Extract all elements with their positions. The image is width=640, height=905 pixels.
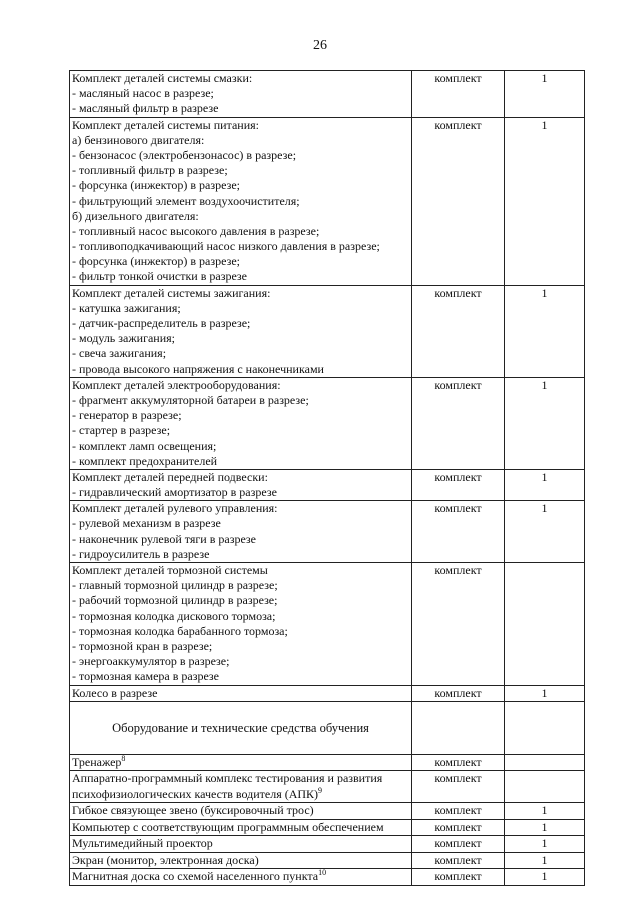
item-quantity-text: 1 bbox=[541, 285, 548, 300]
item-component: - бензонасос (электробензонасос) в разрезе; bbox=[72, 147, 297, 162]
equipment-row bbox=[70, 836, 585, 853]
item-unit-text: комплект bbox=[434, 836, 482, 851]
kit-row bbox=[70, 71, 585, 118]
item-quantity bbox=[505, 285, 585, 377]
page-number: 26 bbox=[313, 38, 327, 53]
item-title: Комплект деталей системы смазки: bbox=[72, 71, 253, 85]
item-title: Мультимедийный проектор bbox=[72, 836, 213, 851]
item-component: - главный тормозной цилиндр в разрезе; bbox=[72, 578, 278, 593]
item-unit bbox=[412, 117, 505, 285]
equipment-row bbox=[70, 803, 585, 820]
item-component: - гидравлический амортизатор в разрезе bbox=[72, 485, 277, 500]
item-quantity bbox=[505, 685, 585, 701]
item-quantity bbox=[505, 852, 585, 869]
kit-table-body bbox=[70, 71, 585, 702]
item-quantity bbox=[505, 836, 585, 853]
equipment-row bbox=[70, 852, 585, 869]
item-unit-text: комплект bbox=[434, 377, 482, 392]
item-title: Комплект деталей тормозной системы bbox=[72, 563, 268, 577]
item-name-cell bbox=[70, 754, 412, 771]
item-title: Компьютер с соответствующим программным обеспечением bbox=[72, 819, 384, 834]
item-quantity bbox=[505, 469, 585, 500]
item-unit bbox=[412, 771, 505, 803]
item-component: - провода высокого напряжения с наконечниками bbox=[72, 361, 324, 376]
item-unit-text: комплект bbox=[434, 771, 482, 786]
item-unit-text: комплект bbox=[434, 754, 482, 769]
item-component: - масляный фильтр в разрезе bbox=[72, 101, 219, 116]
item-title: Тренажер$^8$ bbox=[72, 754, 126, 769]
item-component: - гидроусилитель в разрезе bbox=[72, 546, 210, 561]
footnote-marker: 8 bbox=[121, 754, 126, 763]
item-unit-text: комплект bbox=[434, 869, 482, 884]
item-quantity-text bbox=[507, 563, 582, 578]
item-component: - рабочий тормозной цилиндр в разрезе; bbox=[72, 593, 278, 608]
kit-row bbox=[70, 469, 585, 500]
item-title: Экран (монитор, электронная доска) bbox=[72, 852, 259, 867]
item-component: - датчик-распределитель в разрезе; bbox=[72, 316, 251, 330]
item-unit bbox=[412, 377, 505, 469]
item-quantity bbox=[505, 771, 585, 803]
item-quantity bbox=[505, 869, 585, 886]
item-quantity-text: 1 bbox=[541, 71, 548, 85]
item-quantity bbox=[505, 117, 585, 285]
item-component: - форсунка (инжектор) в разрезе; bbox=[72, 178, 240, 193]
item-unit-text: комплект bbox=[434, 71, 482, 85]
item-unit bbox=[412, 803, 505, 820]
item-title: Колесо в разрезе bbox=[72, 685, 158, 700]
item-title: Комплект деталей рулевого управления: bbox=[72, 501, 278, 516]
item-unit bbox=[412, 819, 505, 836]
kit-row bbox=[70, 377, 585, 469]
item-title: Аппаратно-программный комплекс тестирования и развития bbox=[72, 771, 383, 786]
item-quantity-text bbox=[507, 755, 582, 771]
item-name-cell bbox=[70, 869, 412, 886]
section-header-body bbox=[70, 701, 585, 754]
item-component: - фильтр тонкой очистки в разрезе bbox=[72, 269, 247, 284]
kit-row bbox=[70, 563, 585, 686]
item-component: - тормозной кран в разрезе; bbox=[72, 638, 213, 653]
item-name-cell bbox=[70, 852, 412, 869]
item-component: - топливный насос высокого давления в разрезе; bbox=[72, 223, 320, 238]
item-quantity-text: 1 bbox=[541, 819, 548, 834]
item-quantity-text: 1 bbox=[541, 685, 548, 700]
item-component: - рулевой механизм в разрезе bbox=[72, 516, 221, 531]
item-quantity-text bbox=[507, 771, 582, 787]
footnote-marker: 10 bbox=[318, 868, 327, 878]
section-title-unit-cell bbox=[412, 701, 505, 754]
item-component: - топливоподкачивающий насос низкого давления в разрезе; bbox=[72, 239, 380, 254]
item-component: - наконечник рулевой тяги в разрезе bbox=[72, 531, 256, 546]
item-unit bbox=[412, 469, 505, 500]
item-component: а) бензинового двигателя: bbox=[72, 132, 205, 147]
item-quantity-text: 1 bbox=[541, 803, 548, 818]
item-name-cell bbox=[70, 836, 412, 853]
item-name-cell bbox=[70, 71, 412, 118]
item-component: - свеча зажигания; bbox=[72, 346, 167, 361]
item-unit bbox=[412, 285, 505, 377]
item-unit bbox=[412, 71, 505, 118]
item-title: Магнитная доска со схемой населенного пункта$^{10}$ bbox=[72, 868, 327, 884]
kit-row bbox=[70, 501, 585, 563]
item-component: - тормозная камера в разрезе bbox=[72, 669, 219, 684]
section-title-qty-cell bbox=[505, 701, 585, 754]
item-component: - энергоаккумулятор в разрезе; bbox=[72, 654, 230, 669]
section-title: Оборудование и технические средства обучения bbox=[70, 701, 412, 754]
item-unit-text: комплект bbox=[434, 819, 482, 834]
item-name-cell bbox=[70, 819, 412, 836]
item-name-cell bbox=[70, 771, 412, 803]
kit-row bbox=[70, 117, 585, 285]
item-unit-text: комплект bbox=[434, 285, 482, 300]
item-quantity bbox=[505, 563, 585, 686]
equipment-row bbox=[70, 819, 585, 836]
item-title: Гибкое связующее звено (буксировочный трос) bbox=[72, 803, 314, 818]
item-unit-text: комплект bbox=[434, 563, 482, 577]
equipment-table-body bbox=[70, 754, 585, 885]
item-component: психофизиологических качеств водителя (АПК)$^9$ bbox=[72, 785, 323, 801]
item-quantity bbox=[505, 377, 585, 469]
item-unit bbox=[412, 836, 505, 853]
item-component: - катушка зажигания; bbox=[72, 300, 181, 315]
item-component: - топливный фильтр в разрезе; bbox=[72, 163, 228, 178]
item-unit bbox=[412, 754, 505, 771]
equipment-row bbox=[70, 869, 585, 886]
item-component: - комплект предохранителей bbox=[72, 453, 218, 468]
item-quantity-text: 1 bbox=[541, 377, 548, 392]
item-quantity-text: 1 bbox=[541, 852, 548, 867]
item-component: - масляный насос в разрезе; bbox=[72, 86, 214, 101]
equipment-row bbox=[70, 771, 585, 803]
item-quantity-text: 1 bbox=[541, 117, 548, 132]
item-title: Комплект деталей системы питания: bbox=[72, 117, 259, 132]
equipment-row bbox=[70, 754, 585, 771]
item-quantity bbox=[505, 71, 585, 118]
footnote-marker: 9 bbox=[318, 785, 323, 795]
item-component: - стартер в разрезе; bbox=[72, 423, 171, 438]
item-unit-text: комплект bbox=[434, 685, 482, 700]
item-name-cell bbox=[70, 563, 412, 686]
item-unit bbox=[412, 852, 505, 869]
kit-row bbox=[70, 285, 585, 377]
item-name-cell bbox=[70, 803, 412, 820]
item-name-cell bbox=[70, 285, 412, 377]
item-component: - модуль зажигания; bbox=[72, 331, 176, 346]
item-quantity-text: 1 bbox=[541, 836, 548, 851]
item-quantity bbox=[505, 819, 585, 836]
item-title: Комплект деталей системы зажигания: bbox=[72, 285, 271, 300]
item-unit bbox=[412, 501, 505, 563]
kit-row bbox=[70, 685, 585, 701]
item-title: Комплект деталей электрооборудования: bbox=[72, 377, 281, 392]
item-unit-text: комплект bbox=[434, 852, 482, 867]
item-quantity-text: 1 bbox=[541, 469, 548, 484]
item-component: - форсунка (инжектор) в разрезе; bbox=[72, 254, 240, 269]
item-name-cell bbox=[70, 117, 412, 285]
item-quantity bbox=[505, 754, 585, 771]
item-name-cell bbox=[70, 501, 412, 563]
item-unit bbox=[412, 563, 505, 686]
item-unit-text: комплект bbox=[434, 469, 482, 484]
equipment-table bbox=[69, 70, 585, 886]
item-component: - фильтрующий элемент воздухоочистителя; bbox=[72, 193, 300, 208]
item-component: - фрагмент аккумуляторной батареи в разрезе; bbox=[72, 392, 309, 407]
item-quantity-text: 1 bbox=[541, 869, 548, 884]
item-component: - генератор в разрезе; bbox=[72, 408, 182, 423]
item-unit-text: комплект bbox=[434, 117, 482, 132]
item-title: Комплект деталей передней подвески: bbox=[72, 469, 268, 484]
item-unit-text: комплект bbox=[434, 501, 482, 516]
item-unit-text: комплект bbox=[434, 803, 482, 818]
item-quantity bbox=[505, 803, 585, 820]
item-component: б) дизельного двигателя: bbox=[72, 208, 199, 223]
item-component: - тормозная колодка барабанного тормоза; bbox=[72, 623, 288, 638]
item-component: - комплект ламп освещения; bbox=[72, 438, 217, 453]
item-unit bbox=[412, 685, 505, 701]
item-quantity bbox=[505, 501, 585, 563]
item-unit bbox=[412, 869, 505, 886]
item-quantity-text: 1 bbox=[541, 501, 548, 516]
item-component: - тормозная колодка дискового тормоза; bbox=[72, 608, 276, 623]
item-name-cell bbox=[70, 685, 412, 701]
section-header-row bbox=[70, 701, 585, 754]
item-name-cell bbox=[70, 377, 412, 469]
item-name-cell bbox=[70, 469, 412, 500]
